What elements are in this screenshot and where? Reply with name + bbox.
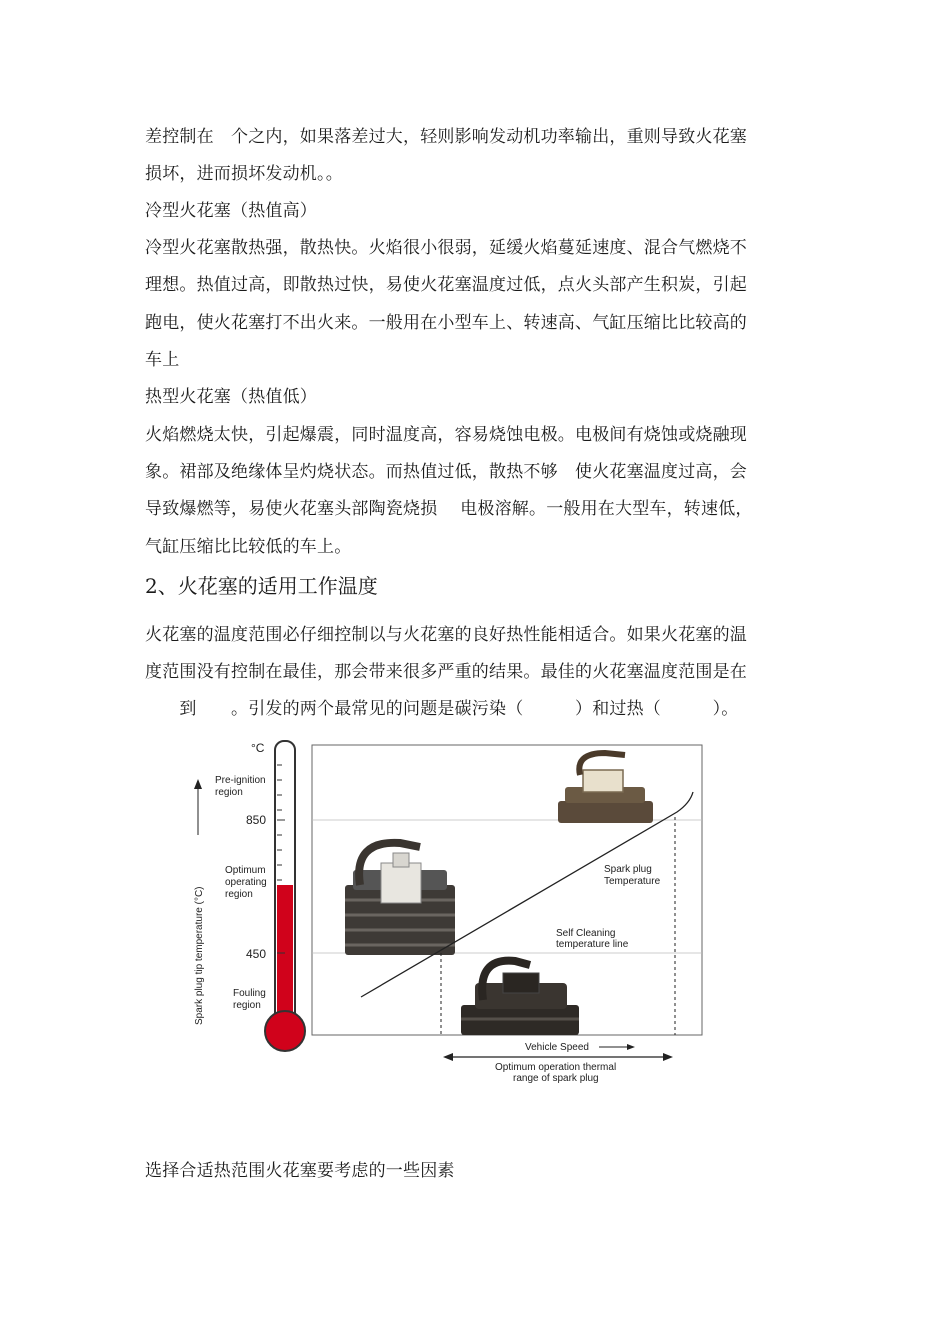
vehicle-speed-label: Vehicle Speed — [525, 1042, 589, 1053]
paragraph-line: 损坏，进而损坏发动机。。 — [145, 164, 343, 184]
up-arrow-icon — [194, 779, 202, 789]
thermometer-icon — [265, 741, 305, 1051]
paragraph-line: 气缸压缩比比较低的车上。 — [145, 537, 352, 557]
paragraph-line: 到 。引发的两个最常见的问题是碳污染（ ）和过热（ ）。 — [145, 699, 739, 719]
tick-450: 450 — [246, 947, 267, 961]
spark-plug-temperature-label: Temperature — [604, 876, 661, 887]
paragraph-line: 跑电，使火花塞打不出火来。一般用在小型车上、转速高、气缸压缩比比较高的 — [145, 313, 747, 333]
paragraph-line: 象。裙部及绝缘体呈灼烧状态。而热值过低，散热不够 使火花塞温度过高，会 — [145, 462, 747, 482]
right-arrow-icon — [627, 1044, 635, 1050]
tick-850: 850 — [246, 813, 267, 827]
optimum-label: region — [225, 889, 253, 900]
optimum-range-label: range of spark plug — [513, 1073, 599, 1084]
right-arrow-icon — [663, 1053, 673, 1061]
hot-plug-title: 热型火花塞（热值低） — [145, 387, 317, 407]
cold-plug-title: 冷型火花塞（热值高） — [145, 201, 317, 221]
paragraph-line: 火花塞的温度范围必仔细控制以与火花塞的良好热性能相适合。如果火花塞的温 — [145, 625, 747, 645]
optimum-label: Optimum — [225, 865, 266, 876]
paragraph-line: 导致爆燃等，易使火花塞头部陶瓷烧损 电极溶解。一般用在大型车，转速低， — [145, 499, 753, 519]
paragraph-line: 度范围没有控制在最佳，那会带来很多严重的结果。最佳的火花塞温度范围是在 — [145, 662, 747, 682]
self-cleaning-label: Self Cleaning — [556, 928, 616, 939]
fouling-label: Fouling — [233, 988, 266, 999]
spark-plug-temperature-figure — [185, 735, 705, 1085]
paragraph-line: 理想。热值过高，即散热过快，易使火花塞温度过低，点火头部产生积炭，引起 — [145, 275, 747, 295]
optimum-range-label: Optimum operation thermal — [495, 1062, 617, 1073]
y-axis-label: Spark plug tip temperature (°C) — [194, 886, 205, 1025]
closing-line: 选择合适热范围火花塞要考虑的一些因素 — [145, 1161, 455, 1181]
left-arrow-icon — [443, 1053, 453, 1061]
fouling-label: region — [233, 1000, 261, 1011]
section-heading: 2、火花塞的适用工作温度 — [145, 574, 378, 598]
pre-ignition-label: Pre-ignition — [215, 775, 266, 786]
paragraph-line: 差控制在 个之内，如果落差过大，轻则影响发动机功率输出，重则导致火花塞 — [145, 127, 747, 147]
unit-label: °C — [251, 741, 265, 755]
optimum-label: operating — [225, 877, 267, 888]
self-cleaning-label: temperature line — [556, 939, 629, 950]
paragraph-line: 火焰燃烧太快，引起爆震，同时温度高，容易烧蚀电极。电极间有烧蚀或烧融现 — [145, 425, 747, 445]
paragraph-line: 冷型火花塞散热强，散热快。火焰很小很弱，延缓火焰蔓延速度、混合气燃烧不 — [145, 238, 747, 258]
spark-plug-temperature-label: Spark plug — [604, 864, 652, 875]
paragraph-line: 车上 — [145, 350, 180, 370]
pre-ignition-label: region — [215, 787, 243, 798]
